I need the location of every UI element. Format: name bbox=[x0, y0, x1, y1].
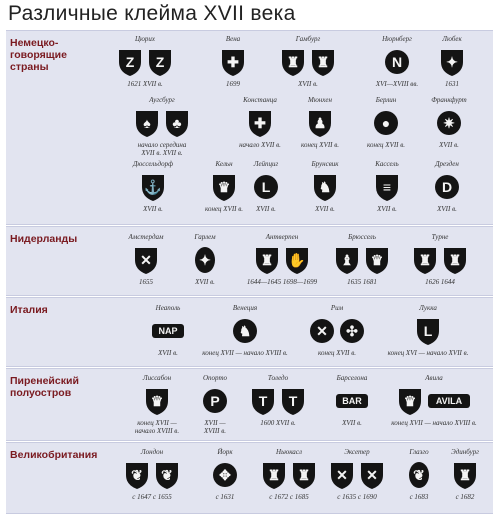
shield-letter-z-icon bbox=[117, 47, 143, 77]
city-name: Неаполь bbox=[155, 304, 181, 312]
hallmark-item bbox=[260, 35, 356, 88]
svg-text:BAR: BAR bbox=[342, 396, 362, 407]
city-name: Лукка bbox=[419, 304, 437, 312]
svg-text:D: D bbox=[441, 179, 453, 196]
svg-text:AVILA: AVILA bbox=[435, 396, 463, 407]
hallmark-item bbox=[114, 96, 210, 157]
hallmark-marks bbox=[397, 383, 471, 419]
leopard-head-icon bbox=[124, 460, 150, 490]
hallmark-date: конец XVII — начало XVIII в. bbox=[202, 349, 288, 357]
avila-mark-icon bbox=[427, 386, 471, 416]
svg-text:♞: ♞ bbox=[318, 179, 332, 196]
pinecone-shield-icon bbox=[164, 108, 190, 138]
hallmark-marks bbox=[202, 383, 228, 419]
city-name: Констанца bbox=[243, 96, 277, 104]
hallmark-date: 1626 1644 bbox=[425, 278, 455, 286]
city-name: Аугсбург bbox=[149, 96, 175, 104]
tower-shield-icon bbox=[412, 245, 438, 275]
hallmark-marks bbox=[250, 383, 306, 419]
city-name: Эксетер bbox=[344, 448, 370, 456]
castle-hand-icon bbox=[284, 245, 310, 275]
hallmark-marks bbox=[312, 169, 338, 205]
round-letter-d-icon bbox=[434, 172, 460, 202]
hallmark-marks bbox=[374, 169, 400, 205]
monk-shield-icon bbox=[307, 108, 333, 138]
hallmark-date: XVII в. bbox=[298, 80, 318, 88]
svg-text:✕: ✕ bbox=[140, 252, 152, 269]
city-name: Нюрнберг bbox=[382, 35, 412, 43]
tower-t-icon bbox=[280, 386, 306, 416]
hallmark-date: конец XVII — начало XVIII в. bbox=[391, 419, 477, 427]
hallmark-marks bbox=[412, 242, 468, 278]
city-name: Турне bbox=[431, 233, 449, 241]
svg-text:N: N bbox=[391, 54, 403, 71]
tower-shield-icon bbox=[442, 245, 468, 275]
hallmark-date: 1644—1645 1698—1699 bbox=[246, 278, 318, 286]
city-name: Берлин bbox=[375, 96, 397, 104]
hallmark-marks bbox=[124, 457, 180, 493]
hallmark-item bbox=[399, 160, 495, 213]
svg-text:✋: ✋ bbox=[288, 252, 306, 269]
hallmark-date: конец XVI — начало XVII в. bbox=[387, 349, 469, 357]
hallmark-marks bbox=[436, 105, 462, 141]
city-name: Лейпциг bbox=[253, 160, 279, 168]
bear-round-icon bbox=[373, 108, 399, 138]
hallmark-item bbox=[380, 304, 476, 357]
hallmark-marks bbox=[415, 313, 441, 349]
city-name: Брунсвик bbox=[311, 160, 339, 168]
city-name: Барселона bbox=[336, 374, 368, 382]
city-name: Глазго bbox=[409, 448, 429, 456]
hallmark-item bbox=[401, 96, 497, 149]
svg-text:✥: ✥ bbox=[219, 467, 231, 484]
eagle-round-icon bbox=[436, 108, 462, 138]
hallmark-marks bbox=[192, 242, 218, 278]
hallmark-marks bbox=[335, 383, 369, 419]
hallmark-date: с 1682 bbox=[455, 493, 475, 501]
hallmark-date: с 1635 с 1690 bbox=[337, 493, 377, 501]
shield-cross-icon bbox=[247, 108, 273, 138]
svg-text:♛: ♛ bbox=[150, 393, 164, 410]
region-label: Италия bbox=[10, 304, 48, 316]
hallmark-date: с 1647 с 1655 bbox=[132, 493, 172, 501]
bar-mark-icon bbox=[335, 386, 369, 416]
svg-text:❦: ❦ bbox=[131, 467, 143, 484]
city-name: Дюссельдорф bbox=[132, 160, 174, 168]
city-name: Йорк bbox=[217, 448, 233, 456]
svg-text:L: L bbox=[261, 179, 271, 196]
svg-text:♠: ♠ bbox=[143, 115, 151, 132]
pinecone-shield-icon bbox=[134, 108, 160, 138]
hallmark-marks bbox=[133, 242, 159, 278]
hallmark-item bbox=[392, 233, 488, 286]
svg-text:♜: ♜ bbox=[260, 252, 274, 269]
svg-text:✚: ✚ bbox=[227, 54, 239, 71]
hallmark-marks bbox=[134, 105, 190, 141]
city-name: Венеция bbox=[232, 304, 258, 312]
city-name: Рим bbox=[330, 304, 344, 312]
svg-text:✕: ✕ bbox=[336, 467, 348, 484]
svg-text:♜: ♜ bbox=[458, 467, 472, 484]
city-name: Гарлем bbox=[194, 233, 216, 241]
svg-text:♛: ♛ bbox=[217, 179, 231, 196]
hallmark-date: с 1672 с 1685 bbox=[269, 493, 309, 501]
round-letter-l-icon bbox=[253, 172, 279, 202]
x-shield-icon bbox=[329, 460, 355, 490]
hallmark-item bbox=[417, 448, 499, 501]
svg-text:♛: ♛ bbox=[403, 393, 417, 410]
hallmark-marks bbox=[373, 105, 399, 141]
hallmark-marks bbox=[247, 105, 273, 141]
svg-text:♞: ♞ bbox=[238, 323, 252, 340]
city-name: Франкфурт bbox=[431, 96, 467, 104]
hallmark-marks bbox=[117, 44, 173, 80]
svg-text:Z: Z bbox=[155, 54, 165, 71]
hallmark-date: XVII — XVIII в. bbox=[203, 419, 227, 435]
lion-shield-icon bbox=[312, 172, 338, 202]
svg-text:❦: ❦ bbox=[413, 467, 425, 484]
hallmark-date: конец XVII в. bbox=[300, 141, 340, 149]
hallmark-date: начало XVII в. bbox=[239, 141, 281, 149]
hallmark-item bbox=[97, 35, 193, 88]
svg-text:✦: ✦ bbox=[199, 252, 211, 269]
svg-text:T: T bbox=[288, 393, 298, 410]
svg-text:✣: ✣ bbox=[346, 323, 358, 340]
crowned-shield-icon bbox=[364, 245, 390, 275]
shield-letter-l-icon bbox=[415, 316, 441, 346]
svg-text:✕: ✕ bbox=[316, 323, 328, 340]
hallmark-marks bbox=[452, 457, 478, 493]
city-name: Эдинбург bbox=[451, 448, 479, 456]
city-name: Дрезден bbox=[435, 160, 459, 168]
svg-text:✕: ✕ bbox=[366, 467, 378, 484]
city-name: Брюссель bbox=[348, 233, 376, 241]
hallmark-date: XVII в. bbox=[256, 205, 276, 213]
hallmark-date: 1699 bbox=[226, 80, 240, 88]
hallmark-item bbox=[404, 35, 499, 88]
castle-shield-icon bbox=[280, 47, 306, 77]
lion-round-icon bbox=[232, 316, 258, 346]
hallmark-date: XVII в. bbox=[195, 278, 215, 286]
hallmark-marks bbox=[309, 313, 365, 349]
region-label: Пиренейский полуостров bbox=[10, 375, 79, 399]
hallmark-date: XVII в. bbox=[342, 419, 362, 427]
city-name: Антверпен bbox=[265, 233, 299, 241]
tall-shield-icon bbox=[133, 245, 159, 275]
tower-t-icon bbox=[250, 386, 276, 416]
hallmark-marks bbox=[212, 457, 238, 493]
svg-text:T: T bbox=[258, 393, 268, 410]
hallmark-date: 1621 XVII в. bbox=[127, 80, 163, 88]
city-name: Лиссабон bbox=[142, 374, 172, 382]
round-letter-p-icon bbox=[202, 386, 228, 416]
city-name: Цюрих bbox=[134, 35, 156, 43]
page-title: Различные клейма XVII века bbox=[8, 2, 296, 25]
hallmark-date: XVI—XVIII вв. bbox=[375, 80, 419, 88]
svg-text:♜: ♜ bbox=[286, 54, 300, 71]
svg-text:✦: ✦ bbox=[446, 54, 458, 71]
svg-text:✚: ✚ bbox=[254, 115, 266, 132]
hallmark-marks bbox=[334, 242, 390, 278]
svg-text:⚓: ⚓ bbox=[144, 179, 162, 196]
city-name: Ньюкасл bbox=[276, 448, 302, 456]
svg-text:♜: ♜ bbox=[418, 252, 432, 269]
svg-text:✷: ✷ bbox=[443, 115, 455, 132]
city-name: Кассель bbox=[375, 160, 399, 168]
svg-text:●: ● bbox=[381, 115, 391, 132]
keys-round-icon bbox=[339, 316, 365, 346]
hallmark-date: XVII в. bbox=[439, 141, 459, 149]
svg-text:♜: ♜ bbox=[267, 467, 281, 484]
hallmark-marks bbox=[140, 169, 166, 205]
hallmark-date: XVII в. bbox=[158, 349, 178, 357]
hallmark-date: 1635 1681 bbox=[347, 278, 377, 286]
hallmark-marks bbox=[307, 105, 333, 141]
hallmark-item bbox=[386, 374, 482, 427]
hallmark-marks bbox=[232, 313, 258, 349]
svg-text:♟: ♟ bbox=[313, 115, 327, 132]
region-label: Нидерланды bbox=[10, 233, 78, 245]
city-name: Кельн bbox=[215, 160, 233, 168]
region-label: Немецко- говорящие страны bbox=[10, 37, 67, 73]
nap-mark-icon bbox=[151, 316, 185, 346]
saint-shield-icon bbox=[334, 245, 360, 275]
svg-text:♜: ♜ bbox=[297, 467, 311, 484]
york-round-icon bbox=[212, 460, 238, 490]
city-name: Мюнхен bbox=[308, 96, 332, 104]
city-name: Вена bbox=[225, 35, 241, 43]
hallmark-item bbox=[197, 304, 293, 357]
hallmark-date: XVII в. bbox=[377, 205, 397, 213]
city-name: Опорто bbox=[202, 374, 228, 382]
hallmark-date: конец XVII в. bbox=[317, 349, 357, 357]
hallmark-marks bbox=[439, 44, 465, 80]
city-name: Толедо bbox=[267, 374, 289, 382]
hallmark-date: конец XVII в. bbox=[204, 205, 244, 213]
castle-shield-icon bbox=[452, 460, 478, 490]
crown-icon bbox=[397, 386, 423, 416]
svg-text:♜: ♜ bbox=[316, 54, 330, 71]
oval-shield-icon bbox=[192, 245, 218, 275]
castle-shield-icon bbox=[261, 460, 287, 490]
svg-text:♝: ♝ bbox=[340, 252, 354, 269]
shield-eagle-icon bbox=[439, 47, 465, 77]
hallmark-marks bbox=[280, 44, 336, 80]
svg-text:≡: ≡ bbox=[382, 179, 392, 196]
hallmark-date: 1600 XVII в. bbox=[260, 419, 296, 427]
hallmark-marks bbox=[434, 169, 460, 205]
hallmark-marks bbox=[254, 242, 310, 278]
hallmark-date: конец XVII в. bbox=[366, 141, 406, 149]
castle-shield-icon bbox=[310, 47, 336, 77]
svg-text:P: P bbox=[210, 393, 220, 410]
hallmark-date: с 1631 bbox=[215, 493, 235, 501]
svg-text:L: L bbox=[423, 323, 433, 340]
hallmark-marks bbox=[151, 313, 185, 349]
city-name: Авила bbox=[425, 374, 443, 382]
hallmark-date: 1631 bbox=[445, 80, 459, 88]
svg-text:♣: ♣ bbox=[172, 115, 182, 132]
hallmark-marks bbox=[253, 169, 279, 205]
svg-text:NAP: NAP bbox=[158, 326, 178, 337]
hallmark-date: 1655 bbox=[139, 278, 153, 286]
shield-cross-icon bbox=[220, 47, 246, 77]
city-name: Любек bbox=[442, 35, 462, 43]
castle-hand-icon bbox=[254, 245, 280, 275]
anchor-shield-icon bbox=[140, 172, 166, 202]
city-name: Гамбург bbox=[295, 35, 321, 43]
hallmark-date: конец XVII — начало XVIII в. bbox=[134, 419, 180, 435]
region-label: Великобритания bbox=[10, 449, 98, 461]
shield-letter-z-icon bbox=[147, 47, 173, 77]
city-name: Амстердам bbox=[128, 233, 164, 241]
svg-text:Z: Z bbox=[125, 54, 135, 71]
city-name: Лондон bbox=[140, 448, 164, 456]
striped-shield-icon bbox=[374, 172, 400, 202]
hallmark-marks bbox=[220, 44, 246, 80]
hallmark-date: с 1683 bbox=[409, 493, 429, 501]
hallmark-item bbox=[289, 304, 385, 357]
hallmark-date: XVII в. bbox=[315, 205, 335, 213]
svg-text:♛: ♛ bbox=[370, 252, 384, 269]
hallmark-date: начало середина XVII в. XVII в. bbox=[137, 141, 187, 157]
keys-round-icon bbox=[309, 316, 335, 346]
hallmark-date: XVII в. bbox=[143, 205, 163, 213]
hallmark-date: XVII в. bbox=[437, 205, 457, 213]
svg-text:♜: ♜ bbox=[448, 252, 462, 269]
svg-text:❦: ❦ bbox=[161, 467, 173, 484]
